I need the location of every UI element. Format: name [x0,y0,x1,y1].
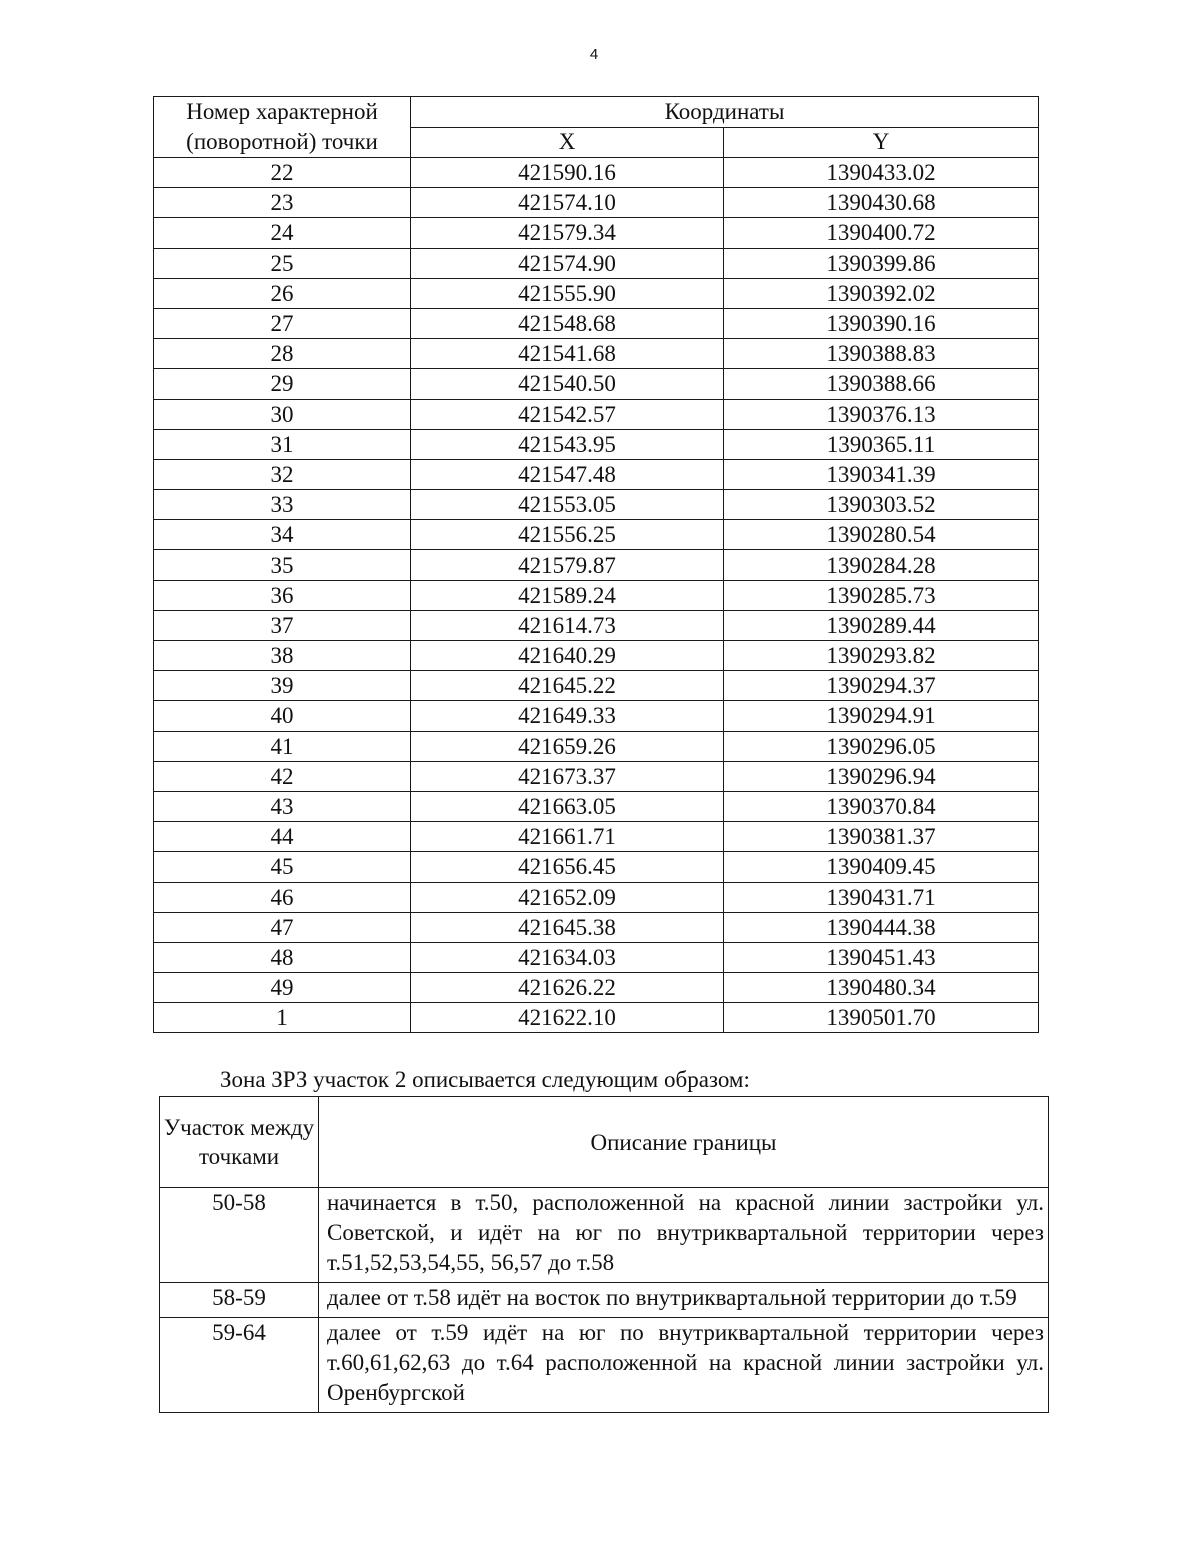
table-row [154,490,1039,520]
table-row [154,580,1039,610]
y-coordinate-cell: 1390501.70 [724,1003,1039,1033]
table-row [154,339,1039,369]
x-coordinate-cell: 421656.45 [411,852,724,882]
table-row [154,158,1039,188]
x-coordinate-cell: 421645.22 [411,671,724,701]
y-coordinate-cell: 1390400.72 [724,218,1039,248]
y-coordinate-cell: 1390280.54 [724,520,1039,550]
x-coordinate-cell: 421652.09 [411,882,724,912]
point-number-cell: 48 [154,942,411,972]
x-coordinate-cell: 421659.26 [411,731,724,761]
y-coordinate-cell: 1390430.68 [724,188,1039,218]
y-coordinate-cell: 1390341.39 [724,459,1039,489]
point-number-cell: 38 [154,641,411,671]
x-coordinate-cell: 421555.90 [411,278,724,308]
point-number-cell: 45 [154,852,411,882]
point-number-cell: 37 [154,610,411,640]
x-coordinate-cell: 421649.33 [411,701,724,731]
y-coordinate-cell: 1390480.34 [724,973,1039,1003]
page-number: 4 [589,46,599,63]
header-coordinates: Координаты [411,97,1039,128]
x-coordinate-cell: 421574.10 [411,188,724,218]
point-number-cell: 47 [154,912,411,942]
y-coordinate-cell: 1390289.44 [724,610,1039,640]
description-cell: далее от т.59 идёт на юг по внутриквартальной территории через т.60,61,62,63 до т.64 расположенной на красной линии застройки ул. Оренбургской [319,1318,1049,1413]
x-coordinate-cell: 421626.22 [411,973,724,1003]
y-coordinate-cell: 1390296.05 [724,731,1039,761]
x-coordinate-cell: 421579.87 [411,550,724,580]
header-point-number: Номер характерной (поворотной) точки [154,97,411,158]
y-coordinate-cell: 1390388.83 [724,339,1039,369]
y-coordinate-cell: 1390392.02 [724,278,1039,308]
x-coordinate-cell: 421589.24 [411,580,724,610]
table-row [160,1318,1049,1413]
segment-cell: 59-64 [160,1318,319,1413]
coordinates-table-body [154,158,1039,1033]
point-number-cell: 30 [154,399,411,429]
y-coordinate-cell: 1390376.13 [724,399,1039,429]
segment-cell: 58-59 [160,1283,319,1318]
point-number-cell: 31 [154,429,411,459]
x-coordinate-cell: 421541.68 [411,339,724,369]
x-coordinate-cell: 421543.95 [411,429,724,459]
x-coordinate-cell: 421645.38 [411,912,724,942]
point-number-cell: 43 [154,791,411,821]
table-row [160,1188,1049,1283]
y-coordinate-cell: 1390444.38 [724,912,1039,942]
table-row [154,1003,1039,1033]
point-number-cell: 46 [154,882,411,912]
y-coordinate-cell: 1390388.66 [724,369,1039,399]
table-row [154,218,1039,248]
y-coordinate-cell: 1390365.11 [724,429,1039,459]
point-number-cell: 42 [154,761,411,791]
x-coordinate-cell: 421673.37 [411,761,724,791]
x-coordinate-cell: 421540.50 [411,369,724,399]
point-number-cell: 49 [154,973,411,1003]
point-number-cell: 28 [154,339,411,369]
point-number-cell: 26 [154,278,411,308]
y-coordinate-cell: 1390293.82 [724,641,1039,671]
y-coordinate-cell: 1390296.94 [724,761,1039,791]
table-row [154,731,1039,761]
point-number-cell: 41 [154,731,411,761]
table-row [154,550,1039,580]
x-coordinate-cell: 421579.34 [411,218,724,248]
y-coordinate-cell: 1390284.28 [724,550,1039,580]
table-row [154,308,1039,338]
table-row [154,399,1039,429]
x-coordinate-cell: 421640.29 [411,641,724,671]
coordinates-table [153,96,1039,1033]
point-number-cell: 35 [154,550,411,580]
x-coordinate-cell: 421548.68 [411,308,724,338]
point-number-cell: 44 [154,822,411,852]
x-coordinate-cell: 421553.05 [411,490,724,520]
y-coordinate-cell: 1390370.84 [724,791,1039,821]
y-coordinate-cell: 1390294.91 [724,701,1039,731]
zone-caption: Зона ЗРЗ участок 2 описывается следующим образом: [220,1067,750,1092]
x-coordinate-cell: 421556.25 [411,520,724,550]
point-number-cell: 34 [154,520,411,550]
table-row [154,641,1039,671]
table-row [154,701,1039,731]
y-coordinate-cell: 1390399.86 [724,248,1039,278]
description-cell: начинается в т.50, расположенной на красной линии застройки ул. Советской, и идёт на юг по внутриквартальной территории через т.51,52,53,54,55, 56,57 до т.58 [319,1188,1049,1283]
point-number-cell: 27 [154,308,411,338]
y-coordinate-cell: 1390390.16 [724,308,1039,338]
point-number-cell: 40 [154,701,411,731]
segment-cell: 50-58 [160,1188,319,1283]
point-number-cell: 33 [154,490,411,520]
table-row [154,791,1039,821]
x-coordinate-cell: 421663.05 [411,791,724,821]
table-row [154,188,1039,218]
x-coordinate-cell: 421661.71 [411,822,724,852]
table-row [154,761,1039,791]
zone-table-body [160,1188,1049,1413]
point-number-cell: 39 [154,671,411,701]
table-row [154,852,1039,882]
point-number-cell: 36 [154,580,411,610]
point-number-cell: 23 [154,188,411,218]
x-coordinate-cell: 421547.48 [411,459,724,489]
table-row [154,369,1039,399]
x-coordinate-cell: 421634.03 [411,942,724,972]
description-cell: далее от т.58 идёт на восток по внутриквартальной территории до т.59 [319,1283,1049,1318]
x-coordinate-cell: 421574.90 [411,248,724,278]
header-x: X [411,127,724,158]
zone-boundary-table [159,1096,1049,1413]
table-row [154,429,1039,459]
x-coordinate-cell: 421590.16 [411,158,724,188]
point-number-cell: 25 [154,248,411,278]
y-coordinate-cell: 1390294.37 [724,671,1039,701]
table-row [154,610,1039,640]
y-coordinate-cell: 1390433.02 [724,158,1039,188]
point-number-cell: 29 [154,369,411,399]
x-coordinate-cell: 421622.10 [411,1003,724,1033]
y-coordinate-cell: 1390451.43 [724,942,1039,972]
header-y: Y [724,127,1039,158]
table-row [154,671,1039,701]
point-number-cell: 32 [154,459,411,489]
table-row [154,520,1039,550]
point-number-cell: 1 [154,1003,411,1033]
point-number-cell: 24 [154,218,411,248]
table-row [154,822,1039,852]
y-coordinate-cell: 1390381.37 [724,822,1039,852]
y-coordinate-cell: 1390285.73 [724,580,1039,610]
y-coordinate-cell: 1390303.52 [724,490,1039,520]
x-coordinate-cell: 421614.73 [411,610,724,640]
table-row [160,1283,1049,1318]
x-coordinate-cell: 421542.57 [411,399,724,429]
table-row [154,882,1039,912]
y-coordinate-cell: 1390409.45 [724,852,1039,882]
y-coordinate-cell: 1390431.71 [724,882,1039,912]
table-row [154,973,1039,1003]
point-number-cell: 22 [154,158,411,188]
header-description: Описание границы [319,1097,1049,1188]
table-row [154,912,1039,942]
table-row [154,248,1039,278]
table-row [154,459,1039,489]
header-segment: Участок между точками [160,1097,319,1188]
table-row [154,278,1039,308]
table-row [154,942,1039,972]
